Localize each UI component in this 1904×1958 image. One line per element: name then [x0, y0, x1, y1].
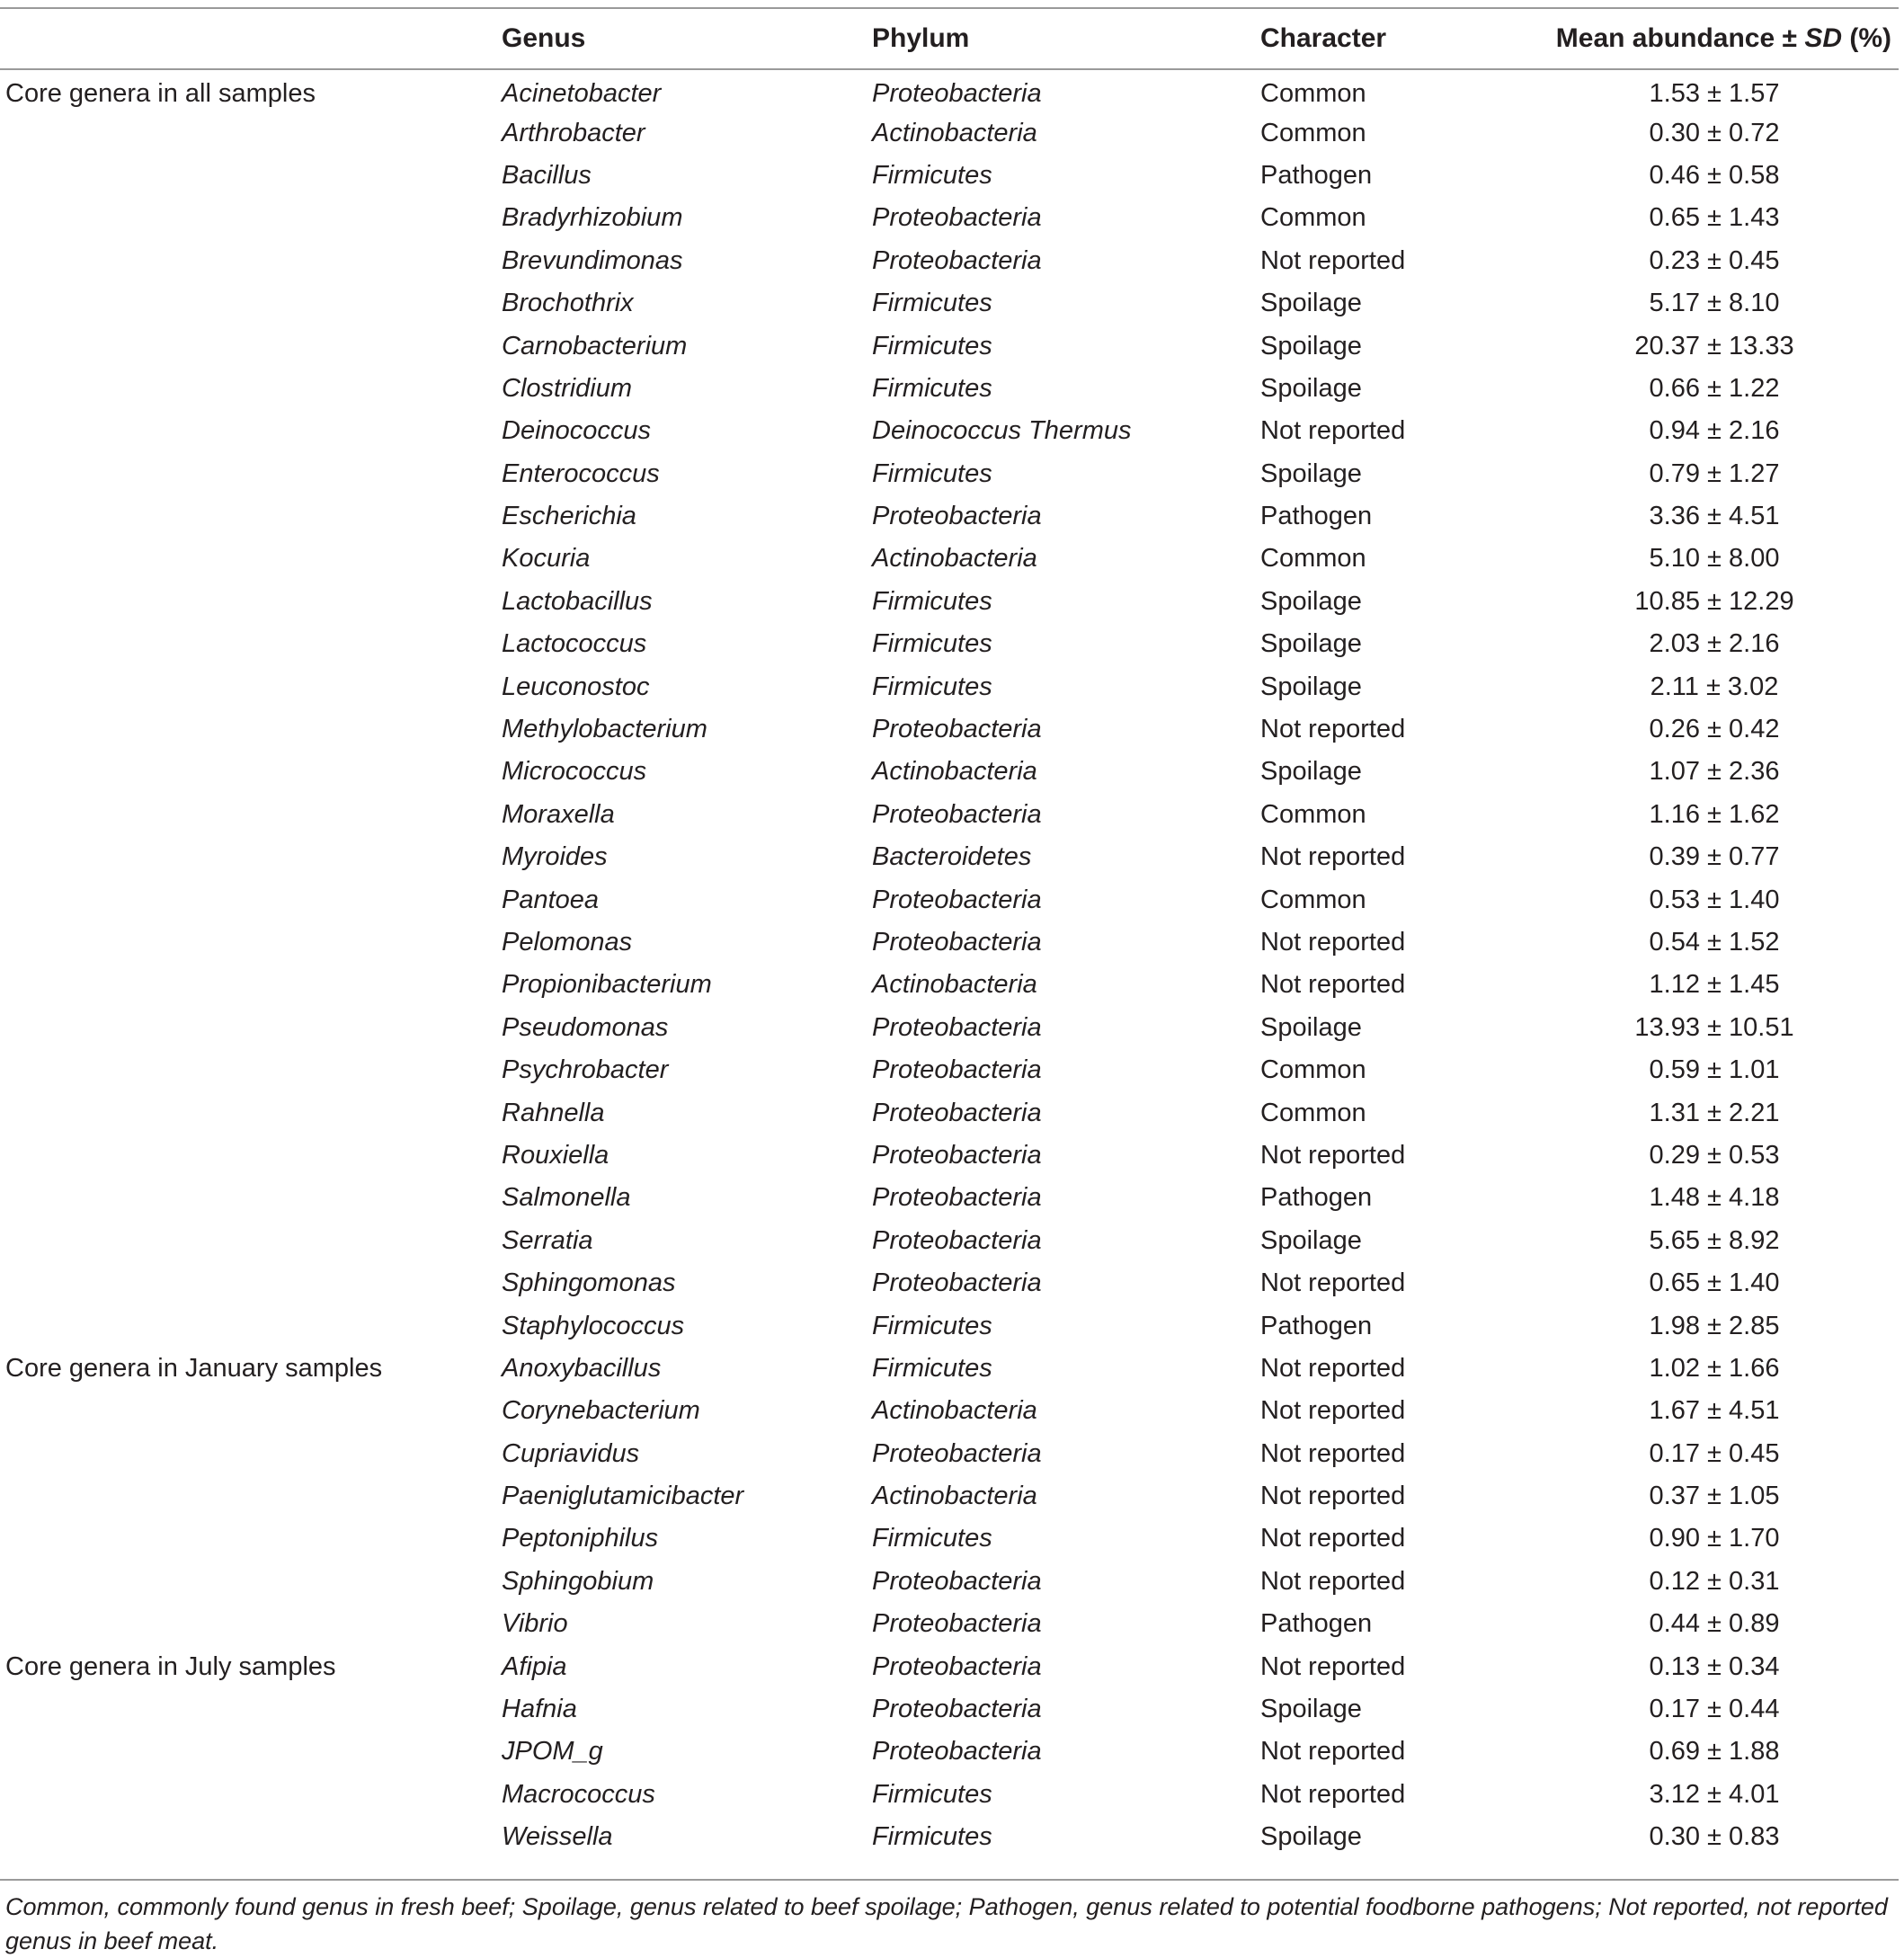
group-label-cell — [0, 1603, 502, 1645]
table-row — [0, 410, 1899, 452]
table-row — [0, 708, 1899, 751]
character-cell: Spoilage — [1260, 629, 1362, 659]
genus-cell: Pantoea — [502, 885, 600, 914]
group-label-cell — [0, 1688, 502, 1731]
phylum-cell: Firmicutes — [872, 289, 992, 318]
phylum-cell: Proteobacteria — [872, 1438, 1042, 1468]
phylum-cell: Actinobacteria — [872, 757, 1037, 787]
table-row — [0, 751, 1899, 793]
phylum-cell: Proteobacteria — [872, 1055, 1042, 1085]
genus-cell: JPOM_g — [502, 1737, 603, 1767]
mean-abundance-cell: 10.85 ± 12.29 — [1634, 586, 1794, 616]
genus-cell: Carnobacterium — [502, 331, 688, 360]
mean-abundance-cell: 0.26 ± 0.42 — [1649, 715, 1780, 744]
genus-cell: Myroides — [502, 842, 608, 872]
group-label-cell — [0, 1262, 502, 1304]
header-mean-abundance — [1530, 8, 1899, 69]
genus-cell: Brevundimonas — [502, 245, 683, 275]
phylum-cell: Proteobacteria — [872, 885, 1042, 914]
phylum-cell: Proteobacteria — [872, 1012, 1042, 1042]
character-cell: Common — [1260, 544, 1366, 574]
phylum-cell: Proteobacteria — [872, 1268, 1042, 1298]
genus-cell: Bradyrhizobium — [502, 203, 683, 233]
group-label-cell — [0, 1049, 502, 1091]
genus-cell: Pseudomonas — [502, 1012, 669, 1042]
phylum-cell: Proteobacteria — [872, 1098, 1042, 1127]
group-label-cell — [0, 921, 502, 964]
phylum-cell: Proteobacteria — [872, 1695, 1042, 1724]
character-cell: Spoilage — [1260, 672, 1362, 701]
mean-abundance-cell: 0.54 ± 1.52 — [1649, 928, 1780, 957]
phylum-cell: Deinococcus Thermus — [872, 416, 1132, 446]
table-row — [0, 155, 1899, 197]
genus-cell: Serratia — [502, 1225, 593, 1255]
character-cell: Not reported — [1260, 1566, 1406, 1596]
table-row — [0, 1688, 1899, 1731]
group-label-cell — [0, 1774, 502, 1816]
table-row — [0, 1220, 1899, 1262]
group-label-cell — [0, 1177, 502, 1219]
table-row — [0, 1135, 1899, 1177]
mean-abundance-cell: 0.66 ± 1.22 — [1649, 373, 1780, 403]
phylum-cell: Actinobacteria — [872, 970, 1037, 1000]
character-cell: Not reported — [1260, 842, 1406, 872]
header-mean-suffix: (%) — [1842, 23, 1891, 53]
genus-cell: Weissella — [502, 1822, 613, 1852]
phylum-cell: Proteobacteria — [872, 203, 1042, 233]
group-label-cell — [0, 325, 502, 367]
table-row — [0, 1517, 1899, 1560]
phylum-cell: Proteobacteria — [872, 502, 1042, 531]
genus-cell: Psychrobacter — [502, 1055, 669, 1085]
mean-abundance-cell: 0.59 ± 1.01 — [1649, 1055, 1780, 1085]
mean-abundance-cell: 1.98 ± 2.85 — [1649, 1311, 1780, 1340]
phylum-cell: Firmicutes — [872, 1822, 992, 1852]
table-row — [0, 878, 1899, 921]
header-mean-prefix: Mean abundance ± — [1555, 23, 1805, 53]
mean-abundance-cell: 20.37 ± 13.33 — [1634, 331, 1794, 360]
group-label-cell — [0, 581, 502, 623]
character-cell: Not reported — [1260, 715, 1406, 744]
genus-cell: Paeniglutamicibacter — [502, 1482, 744, 1511]
mean-abundance-cell: 1.02 ± 1.66 — [1649, 1353, 1780, 1383]
mean-abundance-cell: 1.53 ± 1.57 — [1649, 78, 1780, 108]
mean-abundance-cell: 0.23 ± 0.45 — [1649, 245, 1780, 275]
group-label-cell — [0, 964, 502, 1006]
group-label-cell — [0, 708, 502, 751]
mean-abundance-cell: 0.12 ± 0.31 — [1649, 1566, 1780, 1596]
character-cell: Spoilage — [1260, 458, 1362, 488]
character-cell: Not reported — [1260, 1779, 1406, 1809]
character-cell: Not reported — [1260, 1482, 1406, 1511]
group-label-cell — [0, 1220, 502, 1262]
genus-cell: Salmonella — [502, 1183, 631, 1213]
table-row — [0, 240, 1899, 282]
phylum-cell: Firmicutes — [872, 373, 992, 403]
table-row — [0, 1348, 1899, 1390]
phylum-cell: Firmicutes — [872, 331, 992, 360]
group-label-cell — [0, 1475, 502, 1517]
phylum-cell: Firmicutes — [872, 672, 992, 701]
genus-cell: Anoxybacillus — [502, 1353, 662, 1383]
mean-abundance-cell: 5.10 ± 8.00 — [1649, 544, 1780, 574]
character-cell: Common — [1260, 1055, 1366, 1085]
table-row — [0, 1049, 1899, 1091]
group-label-cell: Core genera in July samples — [5, 1651, 336, 1681]
genus-cell: Corynebacterium — [502, 1396, 700, 1426]
character-cell: Spoilage — [1260, 1822, 1362, 1852]
header-genus: Genus — [502, 8, 872, 69]
mean-abundance-cell: 0.30 ± 0.83 — [1649, 1822, 1780, 1852]
table-row — [0, 1262, 1899, 1304]
phylum-cell: Proteobacteria — [872, 1609, 1042, 1639]
table-footnote: Common, commonly found genus in fresh beef; Spoilage, genus related to beef spoilage; Pathogen, genus related to potential foodborne pathogens; Not reported, not reported genus in beef meat. — [0, 1879, 1899, 1958]
group-label-cell — [0, 453, 502, 495]
genus-cell: Methylobacterium — [502, 715, 707, 744]
character-cell: Pathogen — [1260, 1609, 1373, 1639]
phylum-cell: Firmicutes — [872, 1311, 992, 1340]
genus-cell: Peptoniphilus — [502, 1524, 659, 1553]
table-row — [0, 1475, 1899, 1517]
table-row — [0, 495, 1899, 538]
mean-abundance-cell: 1.12 ± 1.45 — [1649, 970, 1780, 1000]
character-cell: Spoilage — [1260, 373, 1362, 403]
phylum-cell: Proteobacteria — [872, 78, 1042, 108]
table-row — [0, 1007, 1899, 1049]
table-row — [0, 836, 1899, 878]
mean-abundance-cell: 3.12 ± 4.01 — [1649, 1779, 1780, 1809]
table-row — [0, 1177, 1899, 1219]
table-row — [0, 69, 1899, 111]
phylum-cell: Firmicutes — [872, 160, 992, 190]
mean-abundance-cell: 0.65 ± 1.43 — [1649, 203, 1780, 233]
mean-abundance-cell: 1.31 ± 2.21 — [1649, 1098, 1780, 1127]
character-cell: Common — [1260, 1098, 1366, 1127]
mean-abundance-cell: 0.44 ± 0.89 — [1649, 1609, 1780, 1639]
group-label-cell — [0, 665, 502, 708]
core-genera-table — [0, 7, 1899, 1858]
character-cell: Common — [1260, 203, 1366, 233]
table-row — [0, 1603, 1899, 1645]
table-row — [0, 921, 1899, 964]
phylum-cell: Proteobacteria — [872, 1651, 1042, 1681]
genus-cell: Brochothrix — [502, 289, 634, 318]
table-row — [0, 665, 1899, 708]
genus-cell: Moraxella — [502, 799, 615, 829]
header-character: Character — [1260, 8, 1530, 69]
character-cell: Spoilage — [1260, 586, 1362, 616]
group-label-cell — [0, 1731, 502, 1773]
character-cell: Not reported — [1260, 1140, 1406, 1170]
group-label-cell — [0, 155, 502, 197]
character-cell: Pathogen — [1260, 1183, 1373, 1213]
genus-cell: Cupriavidus — [502, 1438, 640, 1468]
mean-abundance-cell: 1.67 ± 4.51 — [1649, 1396, 1780, 1426]
table-row — [0, 1645, 1899, 1687]
genus-cell: Vibrio — [502, 1609, 568, 1639]
phylum-cell: Firmicutes — [872, 1779, 992, 1809]
mean-abundance-cell: 1.07 ± 2.36 — [1649, 757, 1780, 787]
phylum-cell: Proteobacteria — [872, 1225, 1042, 1255]
mean-abundance-cell: 1.48 ± 4.18 — [1649, 1183, 1780, 1213]
character-cell: Not reported — [1260, 1268, 1406, 1298]
mean-abundance-cell: 0.65 ± 1.40 — [1649, 1268, 1780, 1298]
phylum-cell: Proteobacteria — [872, 1183, 1042, 1213]
group-label-cell — [0, 1433, 502, 1475]
group-label-cell — [0, 197, 502, 239]
group-label-cell — [0, 1816, 502, 1858]
character-cell: Spoilage — [1260, 1012, 1362, 1042]
group-label-cell — [0, 1091, 502, 1134]
genus-cell: Micrococcus — [502, 757, 647, 787]
group-label-cell — [0, 495, 502, 538]
character-cell: Common — [1260, 885, 1366, 914]
group-label-cell — [0, 368, 502, 410]
phylum-cell: Firmicutes — [872, 586, 992, 616]
genus-cell: Hafnia — [502, 1695, 577, 1724]
mean-abundance-cell: 0.29 ± 0.53 — [1649, 1140, 1780, 1170]
mean-abundance-cell: 0.17 ± 0.44 — [1649, 1695, 1780, 1724]
table-row — [0, 623, 1899, 665]
mean-abundance-cell: 5.17 ± 8.10 — [1649, 289, 1780, 318]
genus-cell: Clostridium — [502, 373, 633, 403]
character-cell: Not reported — [1260, 1353, 1406, 1383]
character-cell: Not reported — [1260, 928, 1406, 957]
character-cell: Pathogen — [1260, 502, 1373, 531]
mean-abundance-cell: 0.13 ± 0.34 — [1649, 1651, 1780, 1681]
genus-cell: Acinetobacter — [502, 78, 662, 108]
phylum-cell: Proteobacteria — [872, 1140, 1042, 1170]
group-label-cell — [0, 538, 502, 580]
genus-cell: Staphylococcus — [502, 1311, 685, 1340]
table-row — [0, 1433, 1899, 1475]
table-row — [0, 1390, 1899, 1432]
genus-cell: Rahnella — [502, 1098, 605, 1127]
mean-abundance-cell: 0.90 ± 1.70 — [1649, 1524, 1780, 1553]
genus-cell: Escherichia — [502, 502, 636, 531]
character-cell: Not reported — [1260, 1396, 1406, 1426]
header-phylum: Phylum — [872, 8, 1260, 69]
phylum-cell: Actinobacteria — [872, 1482, 1037, 1511]
table-row — [0, 111, 1899, 154]
mean-abundance-cell: 0.46 ± 0.58 — [1649, 160, 1780, 190]
genus-cell: Pelomonas — [502, 928, 633, 957]
group-label-cell — [0, 282, 502, 325]
phylum-cell: Proteobacteria — [872, 799, 1042, 829]
character-cell: Common — [1260, 118, 1366, 147]
phylum-cell: Actinobacteria — [872, 1396, 1037, 1426]
character-cell: Not reported — [1260, 970, 1406, 1000]
phylum-cell: Proteobacteria — [872, 245, 1042, 275]
header-mean-sd: SD — [1804, 23, 1842, 53]
group-label-cell — [0, 794, 502, 836]
mean-abundance-cell: 13.93 ± 10.51 — [1634, 1012, 1794, 1042]
genus-cell: Afipia — [502, 1651, 567, 1681]
mean-abundance-cell: 5.65 ± 8.92 — [1649, 1225, 1780, 1255]
table-row — [0, 325, 1899, 367]
mean-abundance-cell: 0.37 ± 1.05 — [1649, 1482, 1780, 1511]
group-label-cell: Core genera in all samples — [5, 78, 316, 108]
group-label-cell — [0, 1390, 502, 1432]
mean-abundance-cell: 3.36 ± 4.51 — [1649, 502, 1780, 531]
table-row — [0, 197, 1899, 239]
genus-cell: Deinococcus — [502, 416, 652, 446]
character-cell: Not reported — [1260, 1651, 1406, 1681]
phylum-cell: Bacteroidetes — [872, 842, 1032, 872]
group-label-cell: Core genera in January samples — [5, 1353, 383, 1383]
table-row — [0, 964, 1899, 1006]
group-label-cell — [0, 878, 502, 921]
genus-cell: Leuconostoc — [502, 672, 650, 701]
phylum-cell: Firmicutes — [872, 629, 992, 659]
group-label-cell — [0, 623, 502, 665]
character-cell: Not reported — [1260, 1438, 1406, 1468]
character-cell: Spoilage — [1260, 1695, 1362, 1724]
phylum-cell: Firmicutes — [872, 1353, 992, 1383]
mean-abundance-cell: 0.39 ± 0.77 — [1649, 842, 1780, 872]
genus-cell: Arthrobacter — [502, 118, 645, 147]
mean-abundance-cell: 0.69 ± 1.88 — [1649, 1737, 1780, 1767]
table-row — [0, 1816, 1899, 1858]
table-body — [0, 69, 1899, 1858]
group-label-cell — [0, 1304, 502, 1347]
group-label-cell — [0, 1135, 502, 1177]
mean-abundance-cell: 0.17 ± 0.45 — [1649, 1438, 1780, 1468]
genus-cell: Lactobacillus — [502, 586, 653, 616]
mean-abundance-cell: 0.53 ± 1.40 — [1649, 885, 1780, 914]
header-row — [0, 8, 1899, 69]
character-cell: Common — [1260, 78, 1366, 108]
character-cell: Not reported — [1260, 245, 1406, 275]
table-row — [0, 794, 1899, 836]
phylum-cell: Firmicutes — [872, 458, 992, 488]
character-cell: Pathogen — [1260, 1311, 1373, 1340]
mean-abundance-cell: 0.79 ± 1.27 — [1649, 458, 1780, 488]
character-cell: Spoilage — [1260, 757, 1362, 787]
genus-cell: Enterococcus — [502, 458, 660, 488]
phylum-cell: Actinobacteria — [872, 544, 1037, 574]
character-cell: Not reported — [1260, 416, 1406, 446]
character-cell: Spoilage — [1260, 1225, 1362, 1255]
table-row — [0, 1561, 1899, 1603]
table-row — [0, 538, 1899, 580]
table-row — [0, 368, 1899, 410]
mean-abundance-cell: 0.30 ± 0.72 — [1649, 118, 1780, 147]
phylum-cell: Firmicutes — [872, 1524, 992, 1553]
genus-cell: Propionibacterium — [502, 970, 712, 1000]
group-label-cell — [0, 836, 502, 878]
header-group — [0, 8, 502, 69]
group-label-cell — [0, 1561, 502, 1603]
mean-abundance-cell: 2.11 ± 3.02 — [1650, 672, 1779, 701]
genus-cell: Rouxiella — [502, 1140, 609, 1170]
phylum-cell: Proteobacteria — [872, 1737, 1042, 1767]
table-row — [0, 453, 1899, 495]
table-row — [0, 1774, 1899, 1816]
group-label-cell — [0, 751, 502, 793]
phylum-cell: Actinobacteria — [872, 118, 1037, 147]
genus-cell: Sphingobium — [502, 1566, 654, 1596]
genus-cell: Sphingomonas — [502, 1268, 676, 1298]
group-label-cell — [0, 1517, 502, 1560]
mean-abundance-cell: 0.94 ± 2.16 — [1649, 416, 1780, 446]
table-row — [0, 581, 1899, 623]
mean-abundance-cell: 1.16 ± 1.62 — [1649, 799, 1780, 829]
genus-cell: Lactococcus — [502, 629, 647, 659]
table-row — [0, 1304, 1899, 1347]
table-header — [0, 8, 1899, 69]
character-cell: Common — [1260, 799, 1366, 829]
group-label-cell — [0, 1007, 502, 1049]
table-row — [0, 282, 1899, 325]
group-label-cell — [0, 111, 502, 154]
phylum-cell: Proteobacteria — [872, 928, 1042, 957]
phylum-cell: Proteobacteria — [872, 1566, 1042, 1596]
table-row — [0, 1731, 1899, 1773]
character-cell: Spoilage — [1260, 331, 1362, 360]
character-cell: Not reported — [1260, 1737, 1406, 1767]
phylum-cell: Proteobacteria — [872, 715, 1042, 744]
character-cell: Pathogen — [1260, 160, 1373, 190]
genus-cell: Macrococcus — [502, 1779, 655, 1809]
character-cell: Not reported — [1260, 1524, 1406, 1553]
group-label-cell — [0, 410, 502, 452]
genus-cell: Kocuria — [502, 544, 591, 574]
character-cell: Spoilage — [1260, 289, 1362, 318]
mean-abundance-cell: 2.03 ± 2.16 — [1649, 629, 1780, 659]
group-label-cell — [0, 240, 502, 282]
table-row — [0, 1091, 1899, 1134]
genus-cell: Bacillus — [502, 160, 592, 190]
